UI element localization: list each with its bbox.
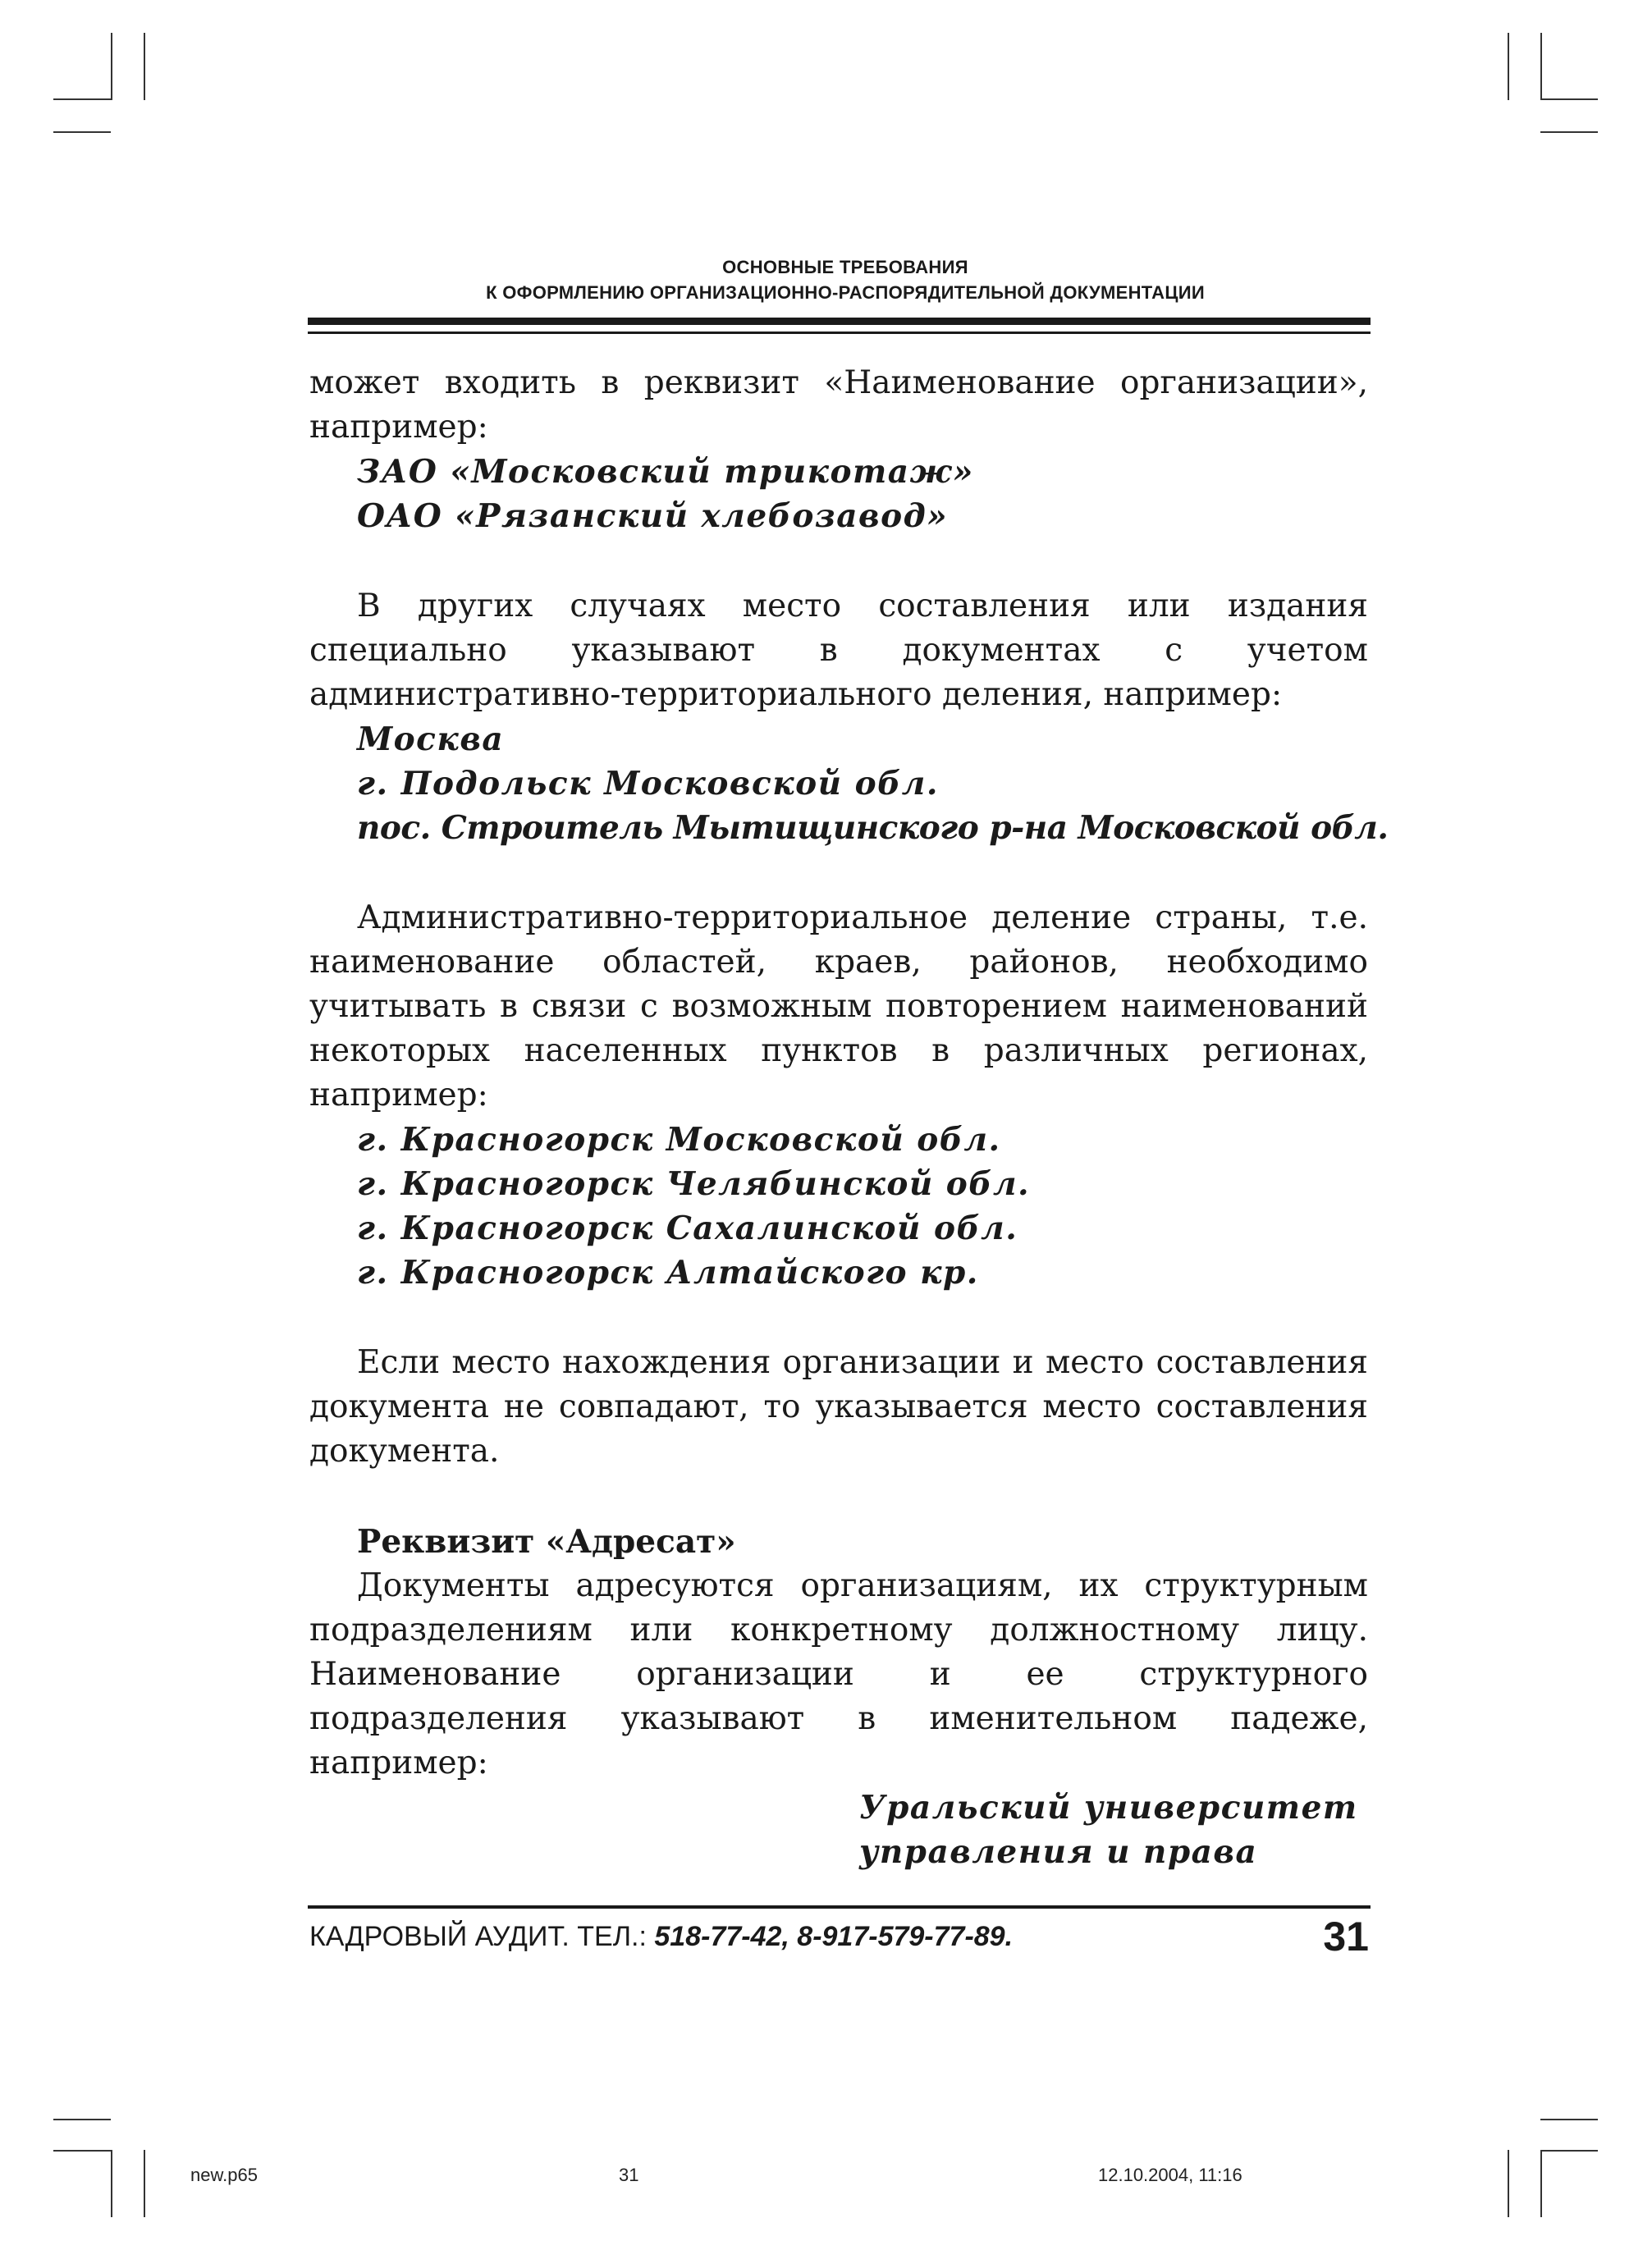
slug-page: 31	[619, 2165, 639, 2185]
running-header-line2: К ОФОРМЛЕНИЮ ОРГАНИЗАЦИОННО-РАСПОРЯДИТЕЛЬНОЙ ДОКУМЕНТАЦИИ	[486, 282, 1205, 303]
crop-mark	[1540, 131, 1598, 133]
example-line: ЗАО «Московский трикотаж»	[357, 453, 974, 491]
example-line: г. Красногорск Московской обл.	[357, 1121, 1001, 1159]
crop-mark	[144, 2150, 145, 2217]
crop-mark	[53, 98, 111, 100]
crop-mark	[1508, 2150, 1509, 2217]
example-line: Москва	[357, 720, 505, 758]
example-line: управления и права	[859, 1833, 1258, 1871]
crop-mark	[144, 33, 145, 100]
crop-mark	[53, 131, 111, 133]
example-line: пос. Строитель Мытищинского р-на Московской обл.	[357, 809, 1389, 847]
crop-mark	[1540, 98, 1598, 100]
section-heading: Реквизит «Адресат»	[357, 1523, 736, 1561]
paragraph: может входить в реквизит «Наименование организации», например:	[309, 364, 1368, 446]
example-line: г. Красногорск Сахалинской обл.	[357, 1210, 1018, 1247]
paragraph: Административно-территориальное деление страны, т.е. наименование областей, краев, районов, необходимо учитывать в связи с возможным повторением наименований некоторых населенных пунктов в различных регионах, например:	[309, 899, 1368, 1114]
footer-label: КАДРОВЫЙ АУДИТ. ТЕЛ.:	[309, 1921, 655, 1952]
footer-contact	[309, 1918, 1013, 1955]
example-line: г. Подольск Московской обл.	[357, 765, 939, 803]
crop-mark	[1540, 2150, 1598, 2152]
crop-mark	[1508, 33, 1509, 100]
example-line: ОАО «Рязанский хлебозавод»	[357, 497, 949, 535]
crop-mark	[1540, 2150, 1542, 2217]
crop-mark	[53, 2150, 111, 2152]
crop-mark	[53, 2119, 111, 2120]
page-body	[309, 361, 1389, 1874]
example-line: Уральский университет	[859, 1789, 1358, 1827]
paragraph: В других случаях место составления или издания специально указывают в документах с учетом административно-территориального деления, например:	[309, 588, 1368, 713]
footer-phones: 518-77-42, 8-917-579-77-89.	[654, 1921, 1014, 1952]
slug-file: new.p65	[190, 2165, 258, 2185]
slug-datetime: 12.10.2004, 11:16	[1098, 2165, 1242, 2185]
header-rule-thick	[308, 318, 1371, 325]
crop-mark	[111, 2150, 112, 2217]
footer-rule	[308, 1905, 1371, 1909]
example-line: г. Красногорск Челябинской обл.	[357, 1165, 1031, 1203]
crop-mark	[1540, 33, 1542, 100]
running-header-line1: ОСНОВНЫЕ ТРЕБОВАНИЯ	[722, 257, 968, 277]
crop-mark	[111, 33, 112, 100]
header-rule-thin	[308, 332, 1371, 334]
crop-mark	[1540, 2119, 1598, 2120]
paragraph: Документы адресуются организациям, их структурным подразделениям или конкретному должностному лицу. Наименование организации и ее структурного подразделения указывают в именительном падеже, например:	[309, 1567, 1368, 1781]
paragraph: Если место нахождения организации и место составления документа не совпадают, то указывается место составления документа.	[309, 1344, 1368, 1470]
running-header	[312, 254, 1379, 305]
page-number: 31	[1323, 1914, 1369, 1960]
example-line: г. Красногорск Алтайского кр.	[357, 1254, 979, 1292]
